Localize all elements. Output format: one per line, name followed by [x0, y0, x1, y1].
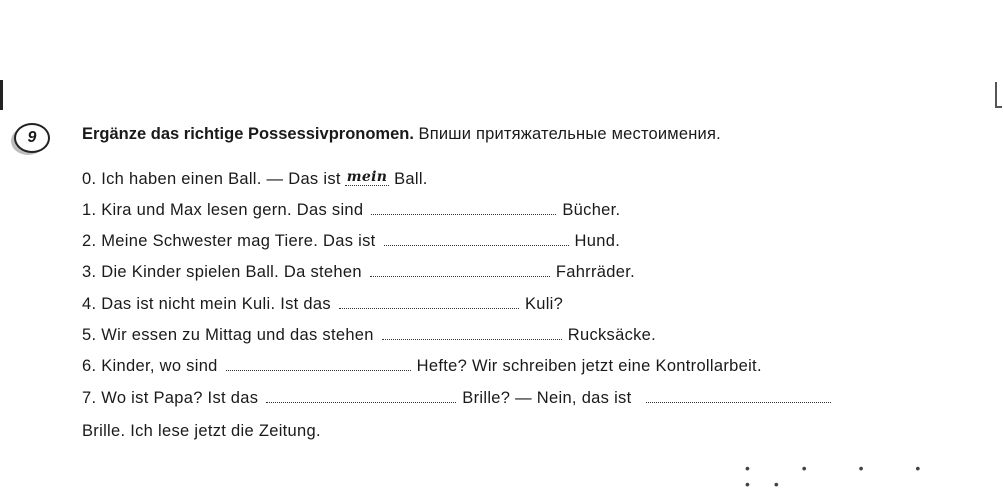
exercise-line-1 [82, 201, 620, 220]
exercise-line-2 [82, 232, 620, 251]
line-text: 7. Wo ist Papa? Ist das [82, 389, 259, 407]
answer-blank-4[interactable] [339, 297, 519, 309]
answer-example: mein [346, 169, 388, 185]
answer-blank-7a[interactable] [266, 391, 456, 403]
line-text-middle: Brille? — Nein, das ist [462, 389, 632, 407]
line-text-end: Rucksäcke. [567, 326, 657, 344]
exercise-line-3 [82, 263, 635, 282]
answer-blank-2[interactable] [384, 234, 569, 246]
exercise-line-7-continued [82, 422, 321, 441]
page-edge-mark-right [995, 82, 1002, 108]
exercise-line-4 [82, 295, 563, 314]
exercise-number: 9 [27, 129, 37, 146]
footer-print-marks: • • • • •• [745, 460, 945, 492]
exercise-heading [82, 125, 721, 144]
heading-german: Ergänze das richtige Possessivpronomen. [82, 125, 414, 143]
line-text: Brille. Ich lese jetzt die Zeitung. [82, 422, 321, 440]
heading-russian: Впиши притяжательные местоимения. [418, 125, 721, 143]
answer-blank-1[interactable] [371, 203, 556, 215]
line-text-end: Bücher. [562, 201, 621, 219]
exercise-line-0 [82, 170, 428, 189]
line-text-end: Ball. [394, 170, 428, 188]
line-text-end: Fahrräder. [555, 263, 635, 281]
exercise-line-6 [82, 357, 762, 376]
page-edge-mark-left [0, 80, 3, 110]
line-text-end: Hefte? Wir schreiben jetzt eine Kontrollarbeit. [416, 357, 762, 375]
line-text: 0. Ich haben einen Ball. — Das ist [82, 170, 341, 188]
answer-blank-6[interactable] [226, 359, 411, 371]
answer-blank-7b[interactable] [646, 391, 831, 403]
line-text-end: Kuli? [524, 295, 564, 313]
answer-blank-3[interactable] [370, 265, 550, 277]
answer-blank-5[interactable] [382, 328, 562, 340]
line-text: 1. Kira und Max lesen gern. Das sind [82, 201, 364, 219]
exercise-number-badge [14, 123, 50, 153]
line-text: 3. Die Kinder spielen Ball. Da stehen [82, 263, 362, 281]
line-text-end: Hund. [574, 232, 621, 250]
line-text: 6. Kinder, wo sind [82, 357, 218, 375]
exercise-line-7 [82, 389, 831, 408]
exercise-line-5 [82, 326, 656, 345]
line-text: 2. Meine Schwester mag Tiere. Das ist [82, 232, 376, 250]
line-text: 5. Wir essen zu Mittag und das stehen [82, 326, 374, 344]
line-text: 4. Das ist nicht mein Kuli. Ist das [82, 295, 331, 313]
